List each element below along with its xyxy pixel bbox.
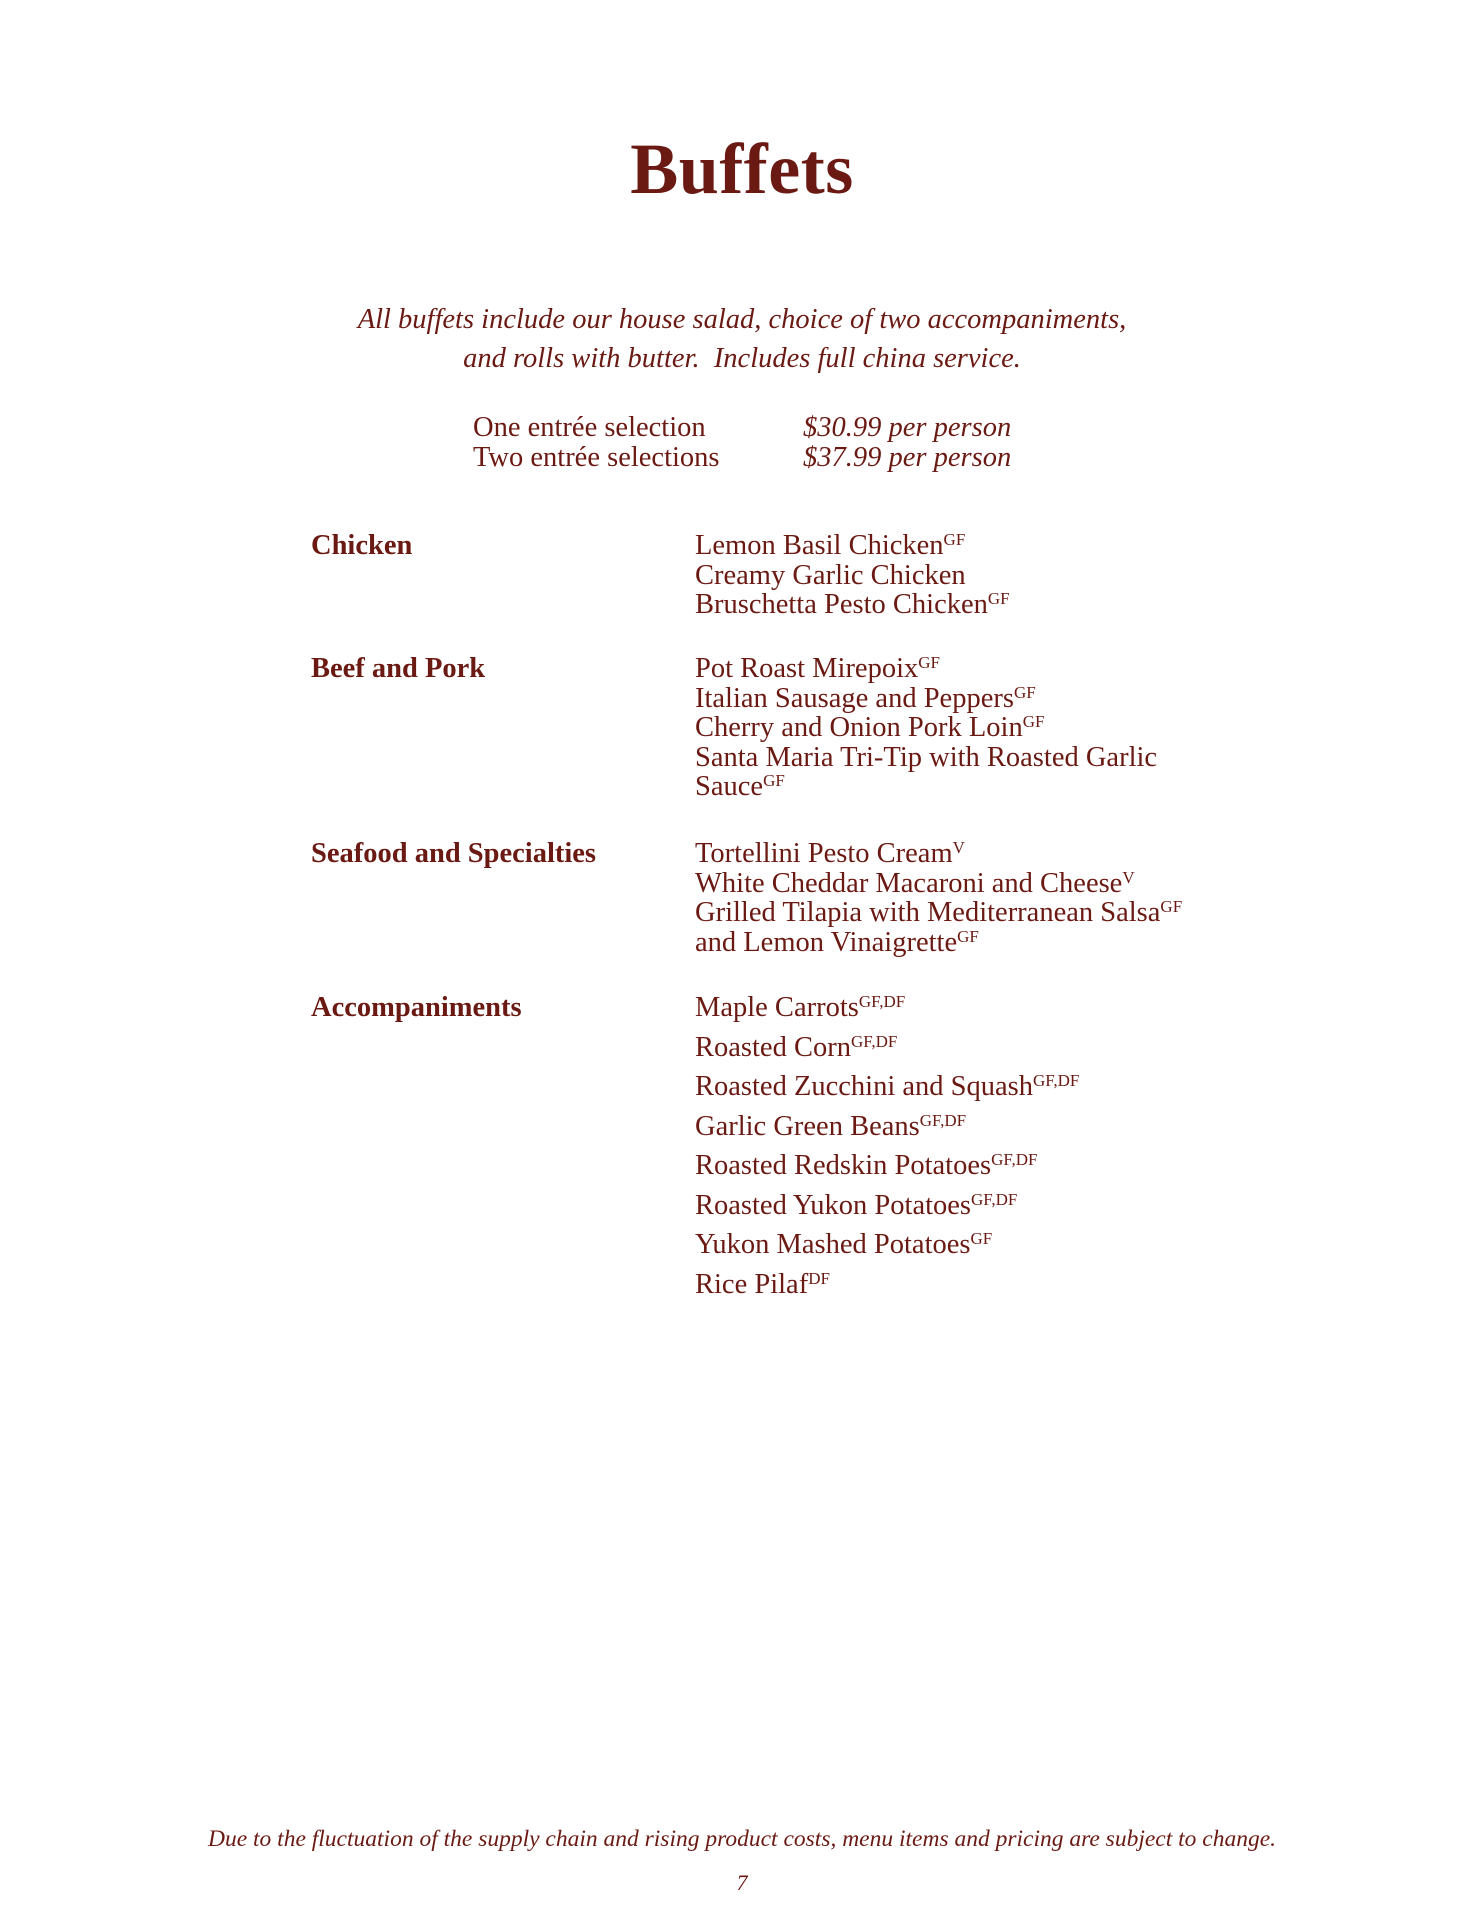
menu-item	[695, 1265, 1079, 1305]
menu-item	[695, 1186, 1079, 1226]
pricing-disclaimer: Due to the fluctuation of the supply chain and rising product costs, menu items and pricing are subject to change.	[207, 1826, 1277, 1852]
pricing-label: Two entrée selections	[473, 442, 720, 473]
menu-item	[695, 590, 1010, 620]
page-title: Buffets	[630, 129, 854, 209]
dietary-tag: GF	[1013, 682, 1036, 702]
menu-item-name: Garlic Green Beans	[695, 1110, 920, 1142]
menu-item-name: Santa Maria Tri-Tip with Roasted Garlic Sauce	[695, 741, 1158, 802]
section-heading: Accompaniments	[311, 992, 522, 1023]
dietary-tag: GF	[918, 653, 940, 672]
menu-section-accompaniments	[311, 993, 1311, 1304]
section-heading: Seafood and Specialties	[311, 838, 597, 869]
intro-line-1: All buffets include our house salad, choice of two accompaniments,	[357, 304, 1127, 335]
dietary-tag: V	[952, 838, 965, 857]
pricing-row	[473, 413, 1011, 443]
menu-item-name: Yukon Mashed Potatoes	[695, 1229, 971, 1260]
menu-item	[695, 531, 1010, 561]
menu-item	[695, 713, 1215, 743]
menu-item-name: Roasted Zucchini and Squash	[695, 1071, 1033, 1102]
menu-section-beef-pork	[311, 654, 1311, 802]
menu-item	[695, 743, 1215, 802]
menu-item-name: Grilled Tilapia with Mediterranean Salsa	[695, 897, 1161, 928]
dietary-tag: GF	[943, 530, 966, 549]
intro-line-2: and rolls with butter. Includes full china service.	[463, 343, 1021, 374]
menu-item	[695, 561, 1010, 591]
pricing-value: $30.99 per person	[803, 412, 1012, 443]
menu-item	[695, 839, 1182, 869]
dietary-tag: GF	[1160, 897, 1183, 916]
menu-item	[695, 898, 1182, 928]
menu-item-name: Roasted Corn	[695, 1031, 851, 1063]
menu-item-list	[695, 531, 1010, 620]
dietary-tag: GF,DF	[991, 1150, 1038, 1169]
dietary-tag: GF	[987, 589, 1010, 608]
menu-item-name: Italian Sausage and Peppers	[695, 682, 1014, 714]
menu-item-name: Tortellini Pesto Cream	[695, 838, 953, 869]
menu-item-list	[695, 839, 1182, 957]
pricing-table	[473, 413, 1011, 473]
page-number: 7	[736, 1870, 748, 1895]
menu-item-name: Pot Roast Mirepoix	[695, 653, 919, 684]
menu-item	[695, 684, 1215, 714]
dietary-tag: GF	[957, 926, 979, 946]
dietary-tag: GF,DF	[858, 992, 906, 1011]
dietary-tag: GF,DF	[1032, 1071, 1080, 1090]
section-heading: Beef and Pork	[311, 653, 486, 684]
menu-item-name: and Lemon Vinaigrette	[695, 926, 958, 958]
menu-item-name: Lemon Basil Chicken	[695, 530, 944, 561]
menu-item-list	[695, 654, 1215, 802]
menu-item-name: Cherry and Onion Pork Loin	[695, 712, 1023, 743]
section-heading: Chicken	[311, 530, 413, 561]
pricing-value: $37.99 per person	[803, 442, 1012, 473]
menu-item-list	[695, 988, 1079, 1304]
menu-item	[695, 1107, 1079, 1147]
menu-item	[695, 869, 1182, 899]
menu-item	[695, 928, 1182, 958]
menu-item	[695, 1067, 1079, 1107]
menu-item-name: Creamy Garlic Chicken	[695, 559, 966, 591]
menu-section-chicken	[311, 531, 1311, 620]
menu-item-name: Bruschetta Pesto Chicken	[695, 589, 988, 620]
dietary-tag: GF	[1022, 712, 1045, 731]
dietary-tag: GF	[970, 1229, 993, 1248]
menu-item-name: Rice Pilaf	[695, 1268, 809, 1300]
menu-item-name: White Cheddar Macaroni and Cheese	[695, 867, 1123, 899]
menu-item-name: Maple Carrots	[695, 992, 859, 1023]
menu-item-name: Roasted Redskin Potatoes	[695, 1150, 992, 1181]
dietary-tag: GF,DF	[850, 1031, 898, 1051]
dietary-tag: DF	[808, 1268, 830, 1288]
dietary-tag: GF,DF	[919, 1110, 967, 1130]
pricing-label: One entrée selection	[473, 412, 706, 443]
buffet-intro	[0, 300, 1484, 378]
dietary-tag: GF	[763, 771, 785, 790]
menu-item	[695, 988, 1079, 1028]
menu-item	[695, 1028, 1079, 1068]
menu-item	[695, 1225, 1079, 1265]
dietary-tag: V	[1122, 867, 1135, 887]
menu-item-name: Roasted Yukon Potatoes	[695, 1189, 972, 1221]
menu-section-seafood-specialties	[311, 839, 1311, 957]
menu-item	[695, 1146, 1079, 1186]
pricing-row	[473, 443, 1011, 473]
menu-item	[695, 654, 1215, 684]
dietary-tag: GF,DF	[971, 1189, 1018, 1209]
